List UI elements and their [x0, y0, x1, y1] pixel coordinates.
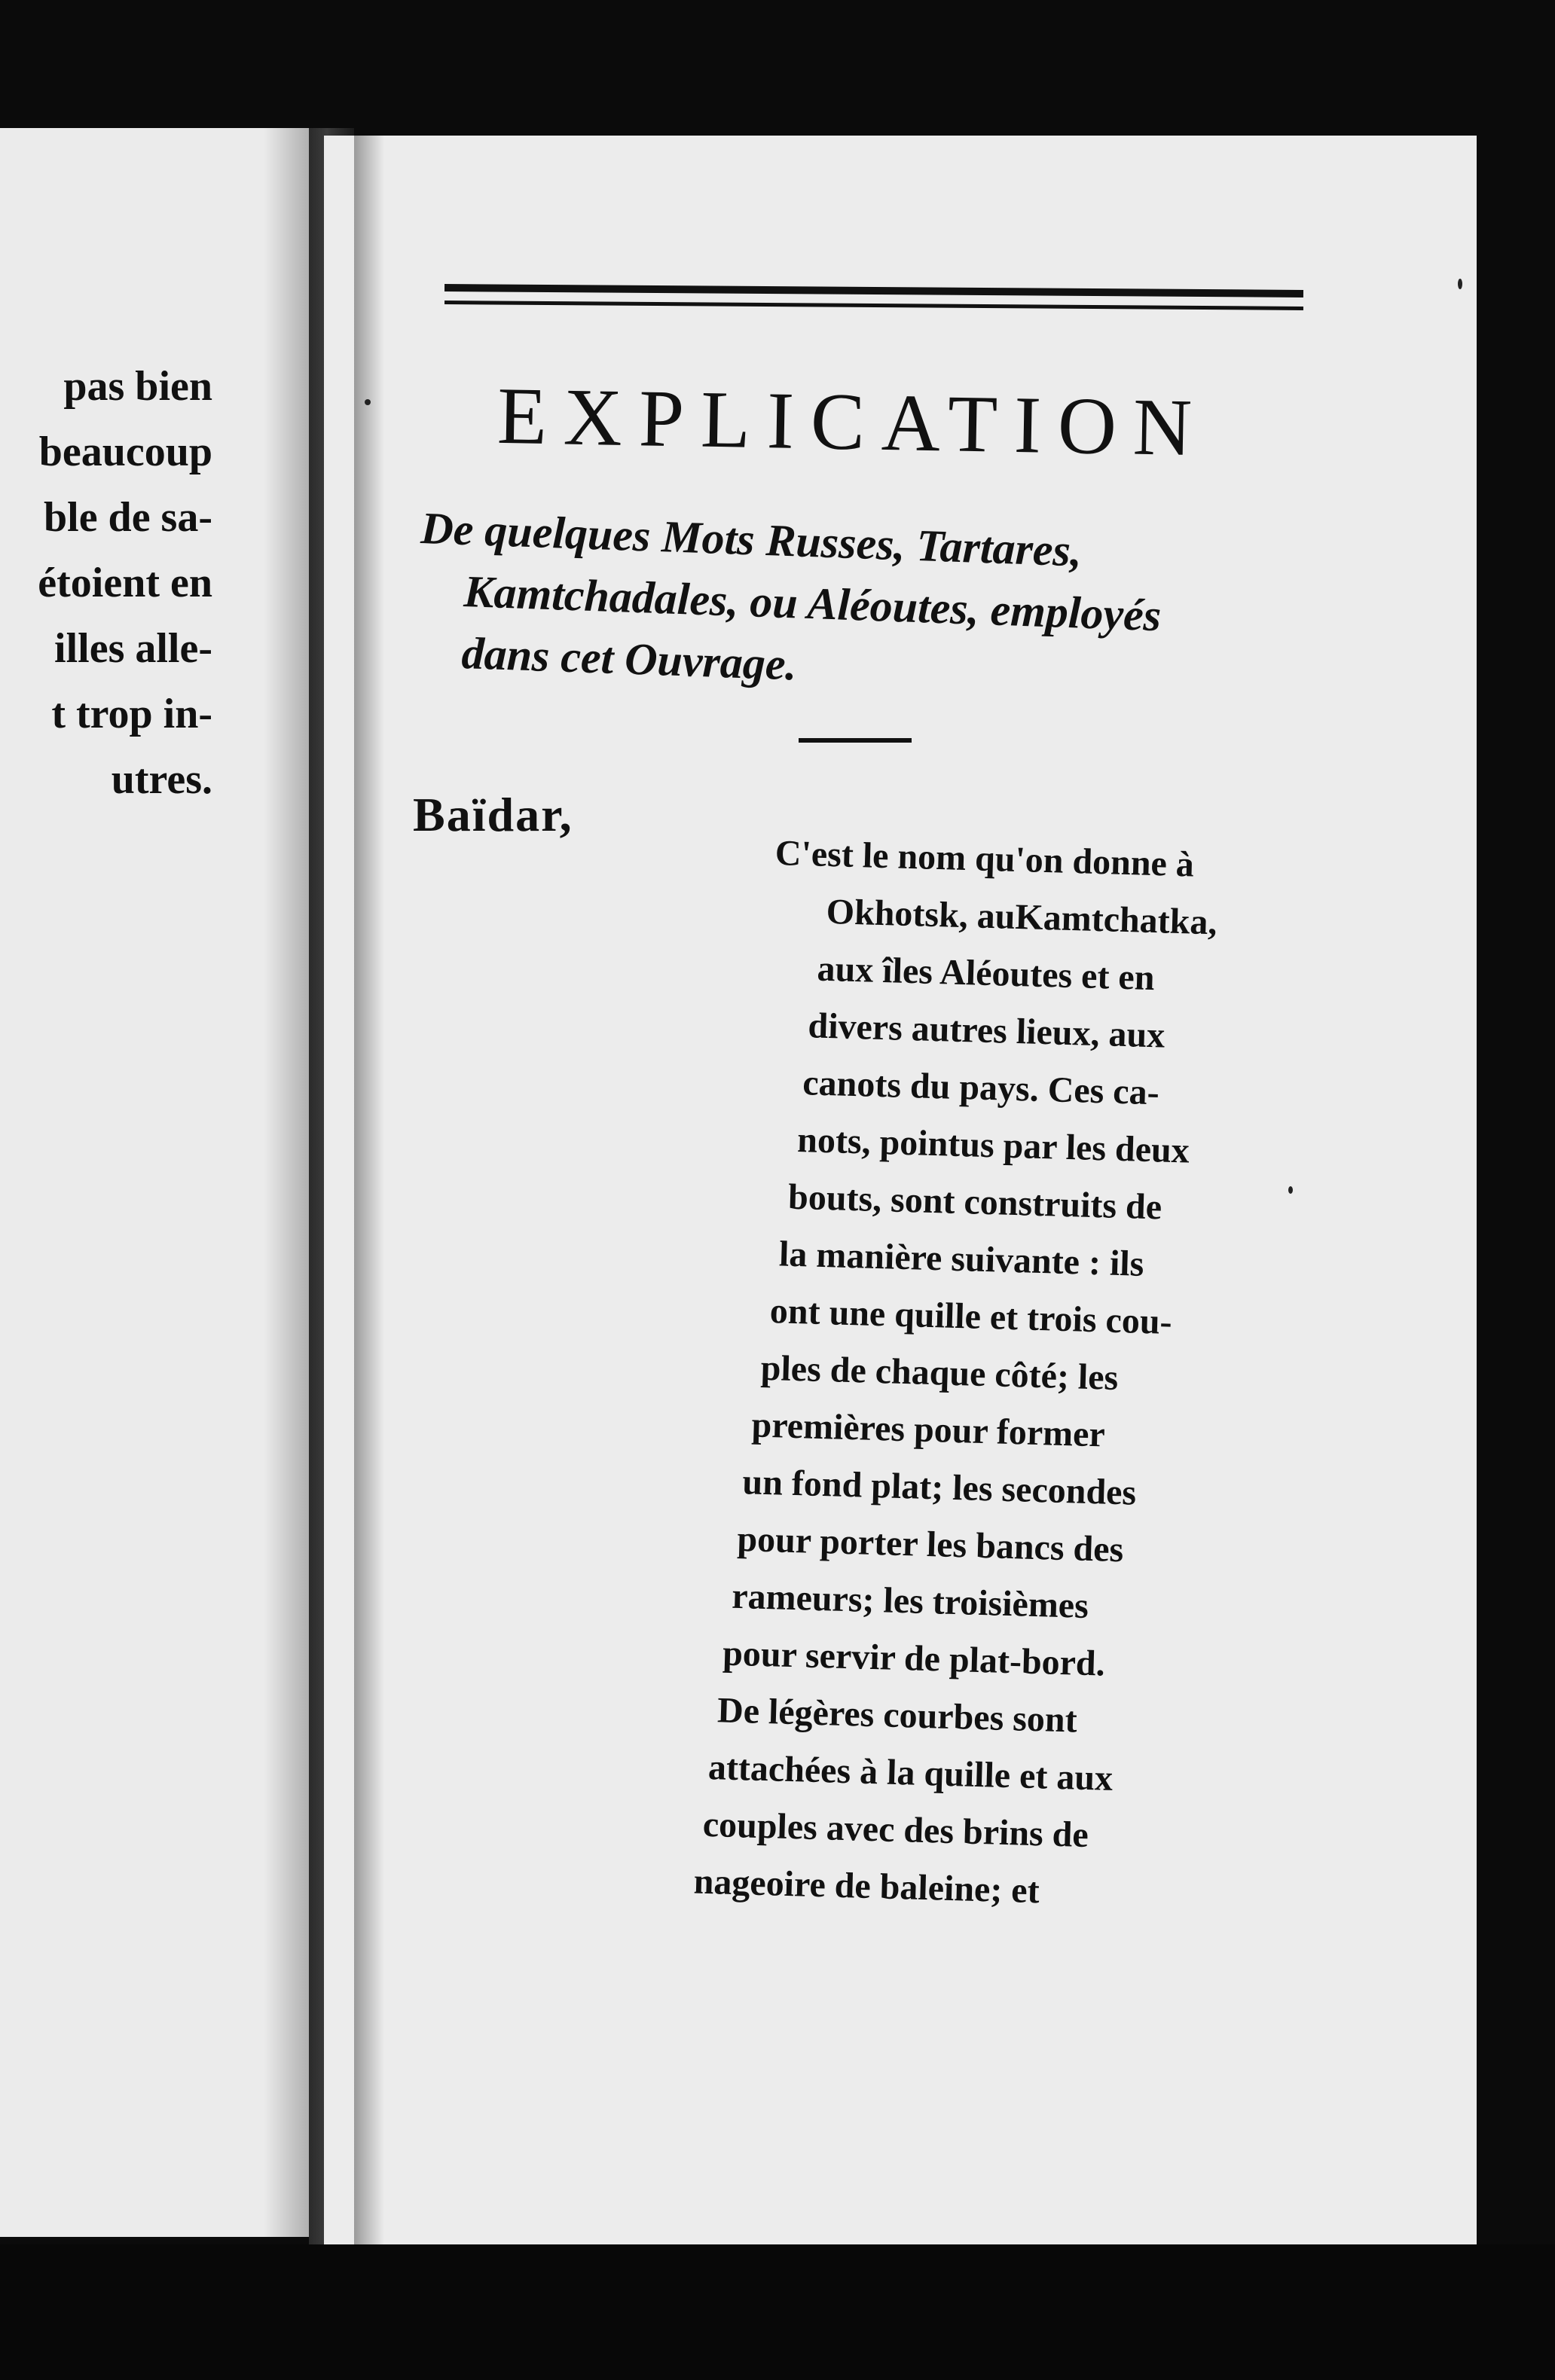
entry-line: aux îles Aléoutes et en	[816, 948, 1156, 999]
entry-line: pour porter les bancs des	[736, 1518, 1124, 1570]
entry-line: ont une quille et trois cou-	[769, 1291, 1173, 1342]
entry-line: Okhotsk, auKamtchatka,	[826, 891, 1218, 943]
left-page-line: t trop in-	[51, 691, 212, 737]
ink-speck	[1458, 279, 1462, 289]
entry-line: premières pour former	[750, 1405, 1106, 1455]
entry-line: C'est le nom qu'on donne à	[774, 832, 1195, 885]
entry-line: ples de chaque côté; les	[760, 1347, 1120, 1398]
entry-line: la manière suivante : ils	[778, 1234, 1145, 1284]
entry-line: pour servir de plat-bord.	[722, 1633, 1106, 1684]
entry-line: rameurs; les troisièmes	[731, 1576, 1089, 1626]
page-title: EXPLICATION	[496, 371, 1209, 474]
left-page-line: étoient en	[38, 560, 212, 606]
left-page-line: illes alle-	[54, 625, 212, 672]
left-page-line: pas bien	[63, 363, 212, 410]
entry-line: nots, pointus par les deux	[796, 1119, 1190, 1171]
subtitle-line: De quelques Mots Russes, Tartares,	[420, 502, 1083, 576]
entry-line: bouts, sont construits de	[787, 1176, 1162, 1228]
left-page-shadow	[264, 128, 309, 2237]
left-page-line: ble de sa-	[44, 494, 212, 541]
subtitle-line: dans cet Ouvrage.	[460, 627, 798, 690]
entry-line: De légères courbes sont	[716, 1690, 1078, 1741]
entry-line: attachées à la quille et aux	[707, 1747, 1114, 1799]
ink-speck	[1288, 1186, 1293, 1194]
subtitle-line: Kamtchadales, ou Aléoutes, employés	[463, 566, 1162, 641]
left-page-line: beaucoup	[38, 429, 212, 475]
left-page-bleedthrough	[0, 791, 218, 1050]
entry-line: couples avec des brins de	[702, 1804, 1089, 1856]
entry-line: divers autres lieux, aux	[807, 1005, 1165, 1056]
main-page-edge-shadow	[354, 136, 384, 2275]
entry-line: canots du pays. Ces ca-	[802, 1063, 1160, 1113]
page-subtitle	[415, 497, 1310, 713]
entry-definition	[693, 825, 1288, 1926]
entry-line: nageoire de baleine; et	[693, 1861, 1040, 1912]
section-divider	[799, 738, 912, 743]
entry-headword: Baïdar,	[413, 788, 573, 841]
left-page-text	[0, 354, 212, 813]
left-page-line: utres.	[111, 756, 212, 803]
scan-background-bottom	[0, 2244, 1555, 2380]
ink-speck	[365, 399, 371, 405]
entry-line: un fond plat; les secondes	[741, 1462, 1137, 1513]
